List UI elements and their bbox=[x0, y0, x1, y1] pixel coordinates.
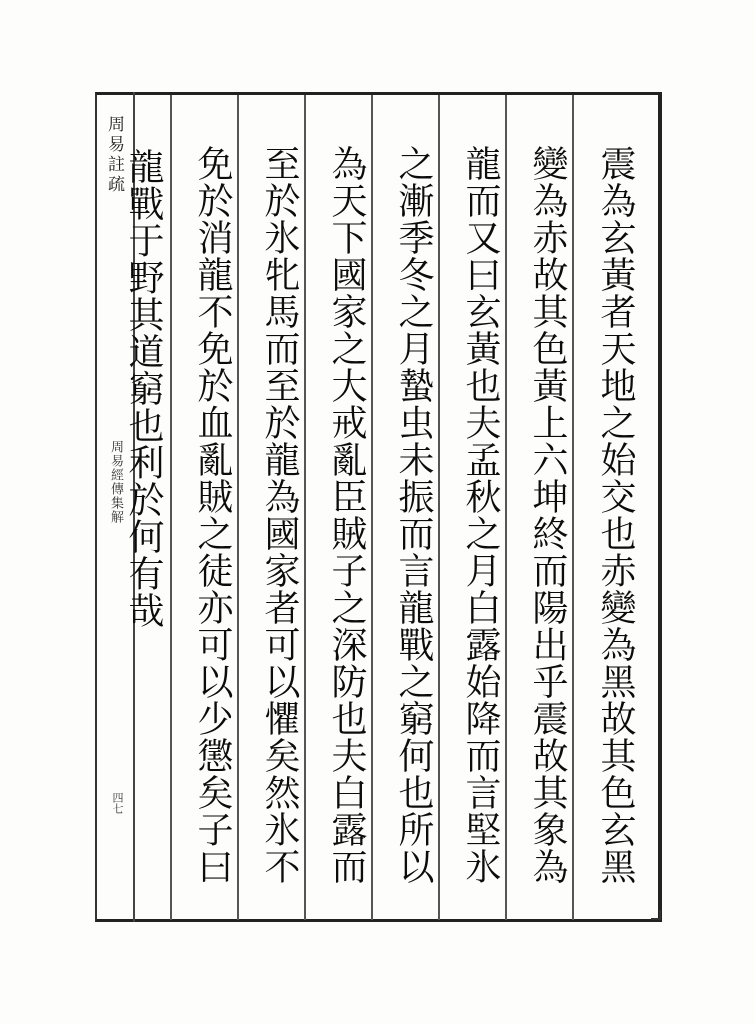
text-column-4: 之漸季冬之月蟄虫未振而言龍戰之窮何也所以 bbox=[393, 145, 434, 885]
column-rule bbox=[572, 95, 574, 920]
text-column-2: 變為赤故其色黃上六坤終而陽出乎震故其象為 bbox=[527, 145, 568, 885]
column-rule bbox=[371, 95, 373, 920]
column-rule bbox=[170, 95, 172, 920]
margin-title: 周易註疏 bbox=[104, 115, 124, 195]
corner-mark bbox=[651, 910, 661, 920]
column-rule bbox=[304, 95, 306, 920]
text-column-3: 龍而又曰玄黃也夫孟秋之月白露始降而言堅氷 bbox=[460, 145, 501, 885]
text-column-1: 震為玄黃者天地之始交也赤變為黑故其色玄黑 bbox=[595, 145, 636, 885]
column-rule bbox=[237, 95, 239, 920]
margin-subtitle: 周易經傳集解 bbox=[108, 440, 123, 524]
text-column-7: 免於消龍不免於血亂賊之徒亦可以少懲矣子曰 bbox=[192, 145, 233, 885]
text-column-8: 龍戰于野其道窮也利於何有哉 bbox=[123, 148, 164, 629]
text-column-5: 為天下國家之大戒亂臣賊子之深防也夫白露而 bbox=[326, 145, 367, 885]
column-rule bbox=[438, 95, 440, 920]
page-number: 四七 bbox=[111, 792, 124, 814]
page-frame bbox=[95, 92, 662, 922]
column-rule bbox=[505, 95, 507, 920]
text-column-6: 至於氷牝馬而至於龍為國家者可以懼矣然氷不 bbox=[259, 145, 300, 885]
